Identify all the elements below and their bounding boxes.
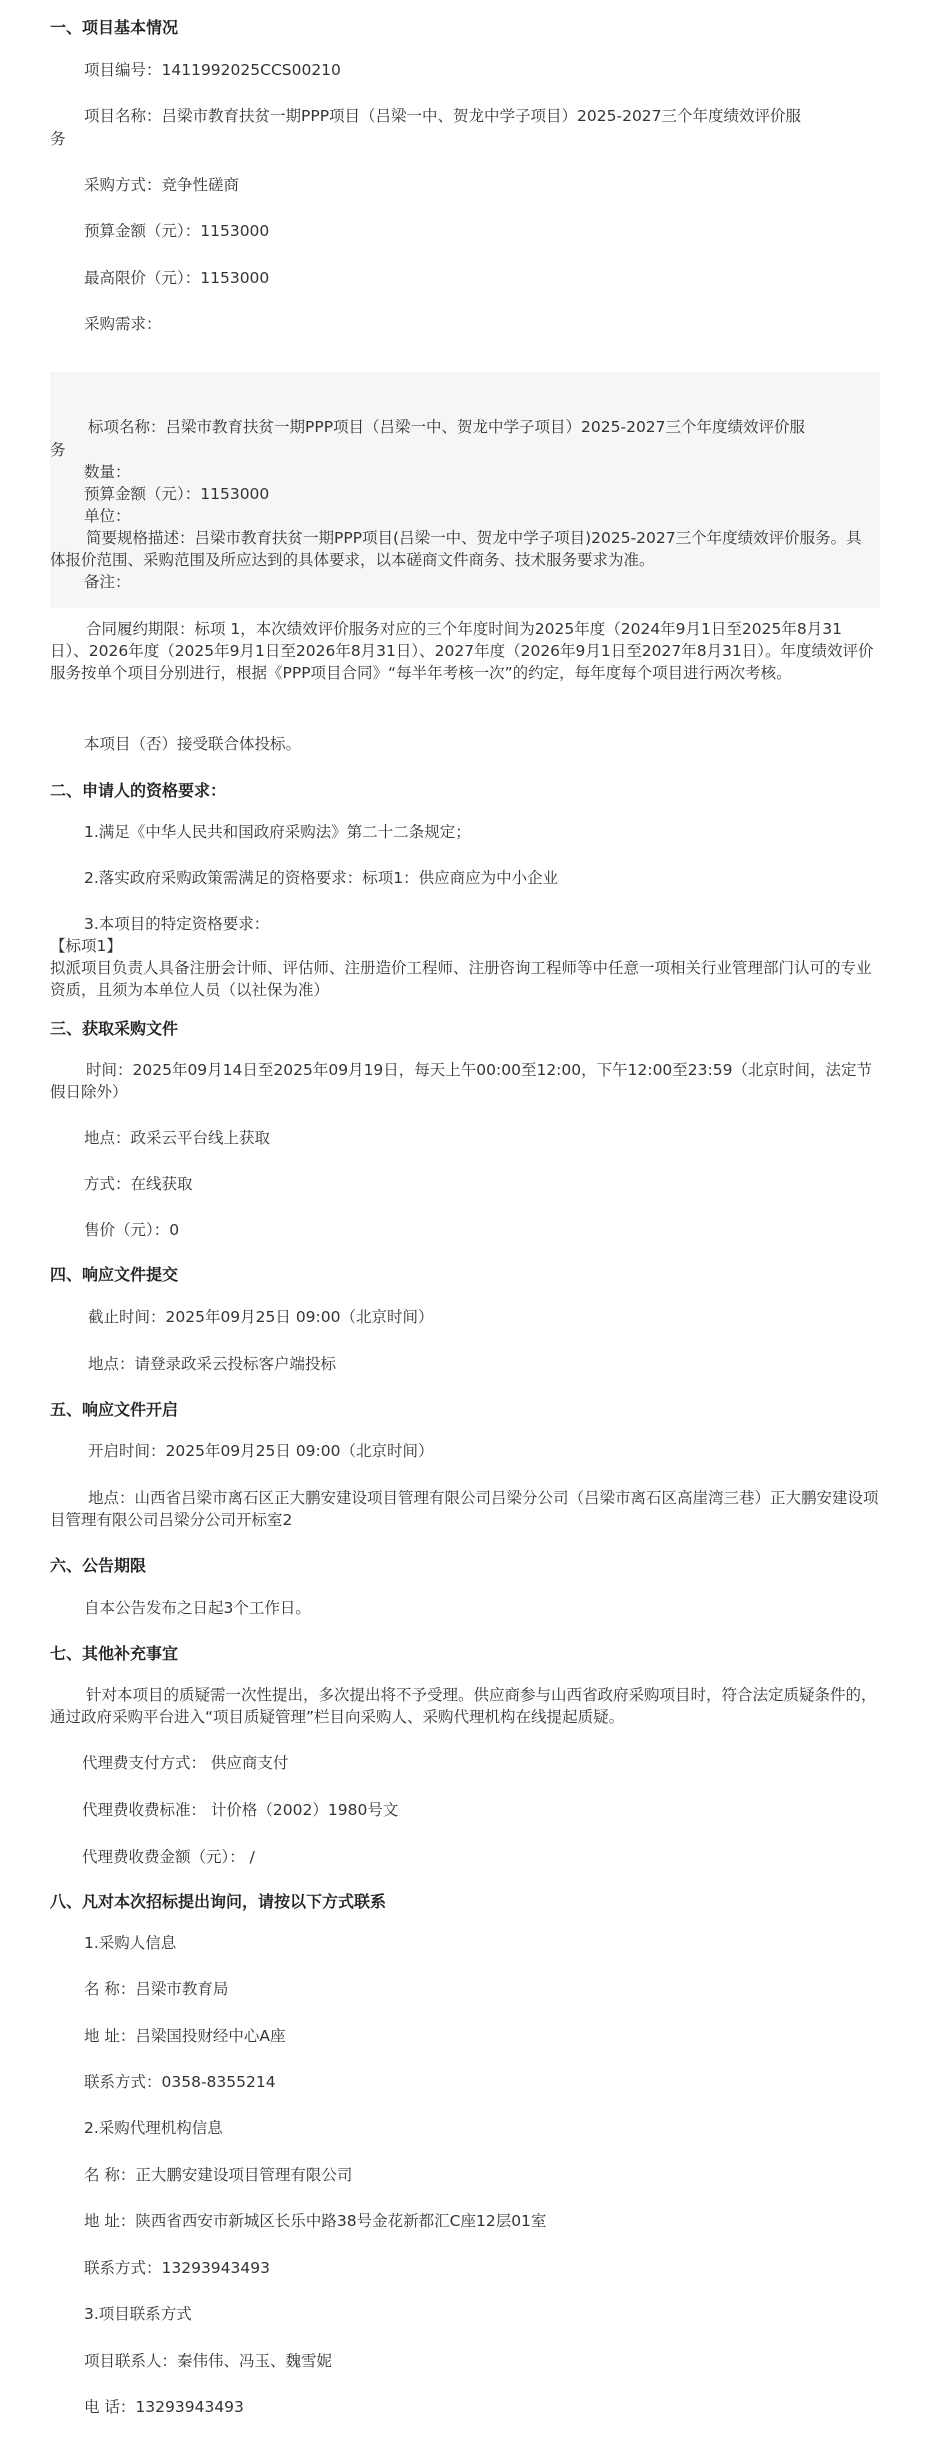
agency-fee-payment: 代理费支付方式： 供应商支付	[82, 1754, 289, 1772]
budget-amount: 预算金额（元）：1153000	[84, 222, 270, 240]
agent-info-title: 2.采购代理机构信息	[84, 2119, 223, 2137]
section-heading-basic-info: 一、项目基本情况	[50, 18, 179, 37]
submission-deadline: 截止时间：2025年09月25日 09:00（北京时间）	[88, 1308, 434, 1326]
max-price: 最高限价（元）：1153000	[84, 269, 270, 287]
agent-phone: 联系方式：13293943493	[84, 2259, 270, 2277]
section-heading-obtain-docs: 三、获取采购文件	[50, 1019, 179, 1038]
agent-address: 地 址：陕西省西安市新城区长乐中路38号金花新都汇C座12层01室	[84, 2212, 547, 2230]
buyer-phone: 联系方式：0358-8355214	[84, 2073, 276, 2091]
lot-quantity: 数量：	[84, 463, 131, 481]
project-phone: 电 话：13293943493	[84, 2398, 244, 2416]
lot-unit: 单位：	[84, 507, 131, 525]
supplement-text: 针对本项目的质疑需一次性提出，多次提出将不予受理。供应商参与山西省政府采购项目时，符合法定质疑条件的，通过政府采购平台进入“项目质疑管理”栏目向采购人、采购代理机构在线提起质疑。	[50, 1686, 877, 1726]
opening-time: 开启时间：2025年09月25日 09:00（北京时间）	[88, 1442, 434, 1460]
lot-name-cont: 务	[50, 441, 66, 459]
section-heading-supplement: 七、其他补充事宜	[50, 1644, 179, 1663]
buyer-address: 地 址：吕梁国投财经中心A座	[84, 2027, 286, 2045]
agency-fee-amount: 代理费收费金额（元）： /	[82, 1848, 255, 1866]
opening-place: 地点：山西省吕梁市离石区正大鹏安建设项目管理有限公司吕梁分公司（吕梁市离石区高崖湾三巷）正大鹏安建设项目管理有限公司吕梁分公司开标室2	[50, 1489, 879, 1529]
requirement-2: 2.落实政府采购政策需满足的资格要求：标项1：供应商应为中小企业	[84, 869, 559, 887]
doc-price: 售价（元）：0	[84, 1221, 180, 1239]
project-name: 项目名称：吕梁市教育扶贫一期PPP项目（吕梁一中、贺龙中学子项目）2025-2027三个年度绩效评价服	[84, 107, 802, 125]
agent-name: 名 称：正大鹏安建设项目管理有限公司	[84, 2166, 353, 2184]
agency-fee-standard: 代理费收费标准： 计价格（2002）1980号文	[82, 1801, 399, 1819]
section-heading-notice-period: 六、公告期限	[50, 1556, 147, 1575]
lot-remark: 备注：	[84, 573, 131, 591]
buyer-info-title: 1.采购人信息	[84, 1934, 177, 1952]
lot-spec: 简要规格描述：吕梁市教育扶贫一期PPP项目(吕梁一中、贺龙中学子项目)2025-2027三个年度绩效评价服务。具体报价范围、采购范围及所应达到的具体要求，以本磋商文件商务、技术服务要求为准。	[50, 529, 862, 569]
contract-period: 合同履约期限：标项 1，本次绩效评价服务对应的三个年度时间为2025年度（2024年9月1日至2025年8月31日）、2026年度（2025年9月1日至2026年8月31日）、2027年度（2026年9月1日至2027年8月31日）。年度绩效评价服务按单个项目分别进行，根据《PPP项目合同》“每半年考核一次”的约定，每年度每个项目进行两次考核。	[50, 620, 874, 682]
requirement-3: 3.本项目的特定资格要求：	[84, 915, 270, 933]
section-heading-contact: 八、凡对本次招标提出询问，请按以下方式联系	[50, 1892, 387, 1911]
lot-info-box	[50, 372, 880, 608]
section-heading-submission: 四、响应文件提交	[50, 1265, 179, 1284]
project-name-cont: 务	[50, 130, 66, 148]
notice-period-text: 自本公告发布之日起3个工作日。	[84, 1599, 311, 1617]
obtain-way: 方式：在线获取	[84, 1175, 193, 1193]
section-heading-qualification: 二、申请人的资格要求：	[50, 781, 227, 800]
obtain-time: 时间：2025年09月14日至2025年09月19日，每天上午00:00至12:00，下午12:00至23:59（北京时间，法定节假日除外）	[50, 1061, 872, 1101]
section-heading-opening: 五、响应文件开启	[50, 1400, 179, 1419]
buyer-name: 名 称：吕梁市教育局	[84, 1980, 229, 1998]
requirement-1: 1.满足《中华人民共和国政府采购法》第二十二条规定；	[84, 823, 471, 841]
lot-name: 标项名称：吕梁市教育扶贫一期PPP项目（吕梁一中、贺龙中学子项目）2025-2027三个年度绩效评价服	[88, 418, 806, 436]
project-number: 项目编号：1411992025CCS00210	[84, 61, 341, 79]
lot-budget: 预算金额（元）：1153000	[84, 485, 270, 503]
procurement-method: 采购方式：竞争性磋商	[84, 176, 240, 194]
requirement-3-detail: 拟派项目负责人具备注册会计师、评估师、注册造价工程师、注册咨询工程师等中任意一项相关行业管理部门认可的专业资质，且须为本单位人员（以社保为准）	[50, 959, 872, 999]
submission-place: 地点：请登录政采云投标客户端投标	[88, 1355, 337, 1373]
project-contact-title: 3.项目联系方式	[84, 2305, 192, 2323]
consortium-note: 本项目（否）接受联合体投标。	[84, 735, 302, 753]
lot-tag: 【标项1】	[50, 937, 122, 955]
obtain-place: 地点：政采云平台线上获取	[84, 1129, 271, 1147]
procurement-demand-label: 采购需求：	[84, 315, 162, 333]
project-contacts: 项目联系人：秦伟伟、冯玉、魏雪妮	[84, 2352, 333, 2370]
